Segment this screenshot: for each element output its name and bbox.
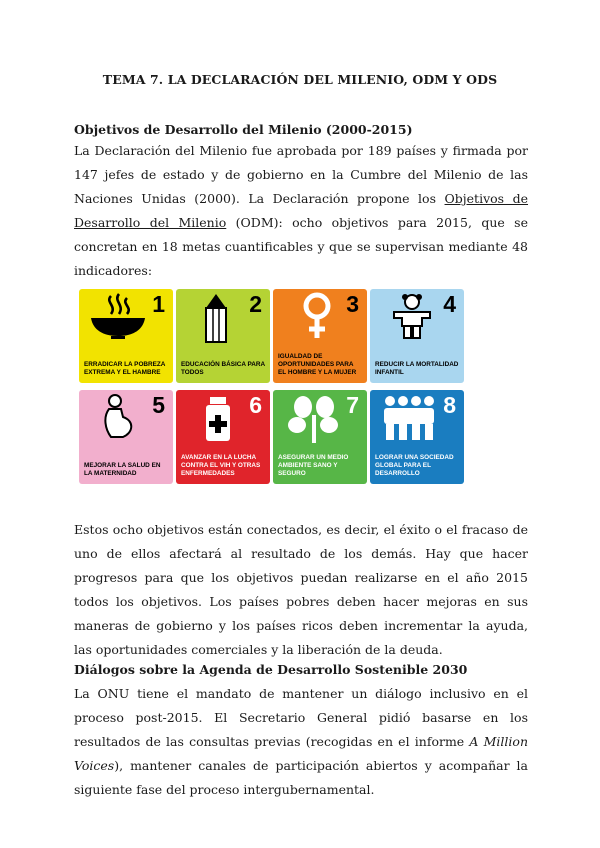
goal-number: 4 — [443, 291, 456, 317]
goal-number: 5 — [152, 392, 165, 418]
goal-number: 3 — [346, 291, 359, 317]
goal-number: 7 — [346, 392, 359, 418]
section-heading-agenda-2030: Diálogos sobre la Agenda de Desarrollo Sostenible 2030 — [74, 662, 468, 677]
goal-tile-5 — [79, 390, 173, 484]
goal-number: 2 — [249, 291, 262, 317]
paragraph-objectives-connected: Estos ocho objetivos están conectados, es decir, el éxito o el fracaso de uno de ellos afectará al resultado de los demás. Hay que hacer progresos para que los objetivos puedan realizarse en el año 2015 todos los objetivos. Los países pobres deben hacer mejoras en sus maneras de gobierno y los países ricos deben incrementar la ayuda, las oportunidades comerciales y la liberación de la deuda. — [74, 522, 528, 657]
goal-tile-3 — [273, 289, 367, 383]
goal-label: ASEGURAR UN MEDIO AMBIENTE SANO Y SEGURO — [278, 454, 349, 477]
paragraph-text: La ONU tiene el mandato de mantener un diálogo inclusivo en el proceso post-2015. El Secretario General pidió basarse en los resultados de las consultas previas (recogidas en el informe — [74, 686, 528, 749]
paragraph-text: ), mantener canales de participación abiertos y acompañar la siguiente fase del proceso intergubernamental. — [74, 758, 528, 797]
leaf-plant-icon — [277, 393, 341, 445]
page-title: TEMA 7. LA DECLARACIÓN DEL MILENIO, ODM Y ODS — [102, 72, 498, 87]
goal-label: EDUCACIÓN BÁSICA PARA TODOS — [181, 361, 265, 376]
child-icon — [374, 292, 438, 344]
odm-goals-grid — [79, 289, 462, 484]
pencil-icon — [180, 292, 244, 344]
paragraph-text: La Declaración del Milenio fue aprobada por 189 países y firmada por 147 jefes de estado y de gobierno en la Cumbre del Milenio de las Naciones Unidas (2000). La Declaración propone los — [74, 143, 528, 206]
goal-tile-4 — [370, 289, 464, 383]
goal-tile-1 — [79, 289, 173, 383]
goal-label: ERRADICAR LA POBREZA EXTREMA Y EL HAMBRE — [84, 361, 166, 376]
goal-label: MEJORAR LA SALUD EN LA MATERNIDAD — [84, 462, 161, 477]
paragraph-text: (ODM): ocho objetivos para 2015, que se concretan en 18 metas cuantificables y que se supervisan mediante 48 indicadores: — [74, 215, 528, 278]
goal-label: REDUCIR LA MORTALIDAD INFANTIL — [375, 361, 459, 376]
paragraph-onu-dialogue — [74, 682, 528, 802]
paragraph-declaration — [74, 139, 528, 283]
people-group-icon — [374, 393, 438, 445]
goal-tile-6 — [176, 390, 270, 484]
odm-link[interactable]: Objetivos de Desarrollo del Milenio — [74, 191, 529, 230]
goal-number: 6 — [249, 392, 262, 418]
goal-tile-7 — [273, 390, 367, 484]
bowl-icon — [83, 292, 147, 344]
goal-tile-2 — [176, 289, 270, 383]
goal-number: 8 — [443, 392, 456, 418]
section-heading-odm: Objetivos de Desarrollo del Milenio (2000-2015) — [74, 122, 413, 137]
goal-label: IGUALDAD DE OPORTUNIDADES PARA EL HOMBRE Y LA MUJER — [278, 353, 357, 376]
goal-label: AVANZAR EN LA LUCHA CONTRA EL VIH Y OTRAS ENFERMEDADES — [181, 454, 261, 477]
goal-number: 1 — [152, 291, 165, 317]
female-symbol-icon — [277, 292, 341, 344]
medicine-jar-icon — [180, 393, 244, 445]
goal-tile-8 — [370, 390, 464, 484]
pregnant-woman-icon — [83, 393, 147, 445]
goal-label: LOGRAR UNA SOCIEDAD GLOBAL PARA EL DESARROLLO — [375, 454, 454, 477]
report-title: A Million Voices — [74, 734, 528, 773]
